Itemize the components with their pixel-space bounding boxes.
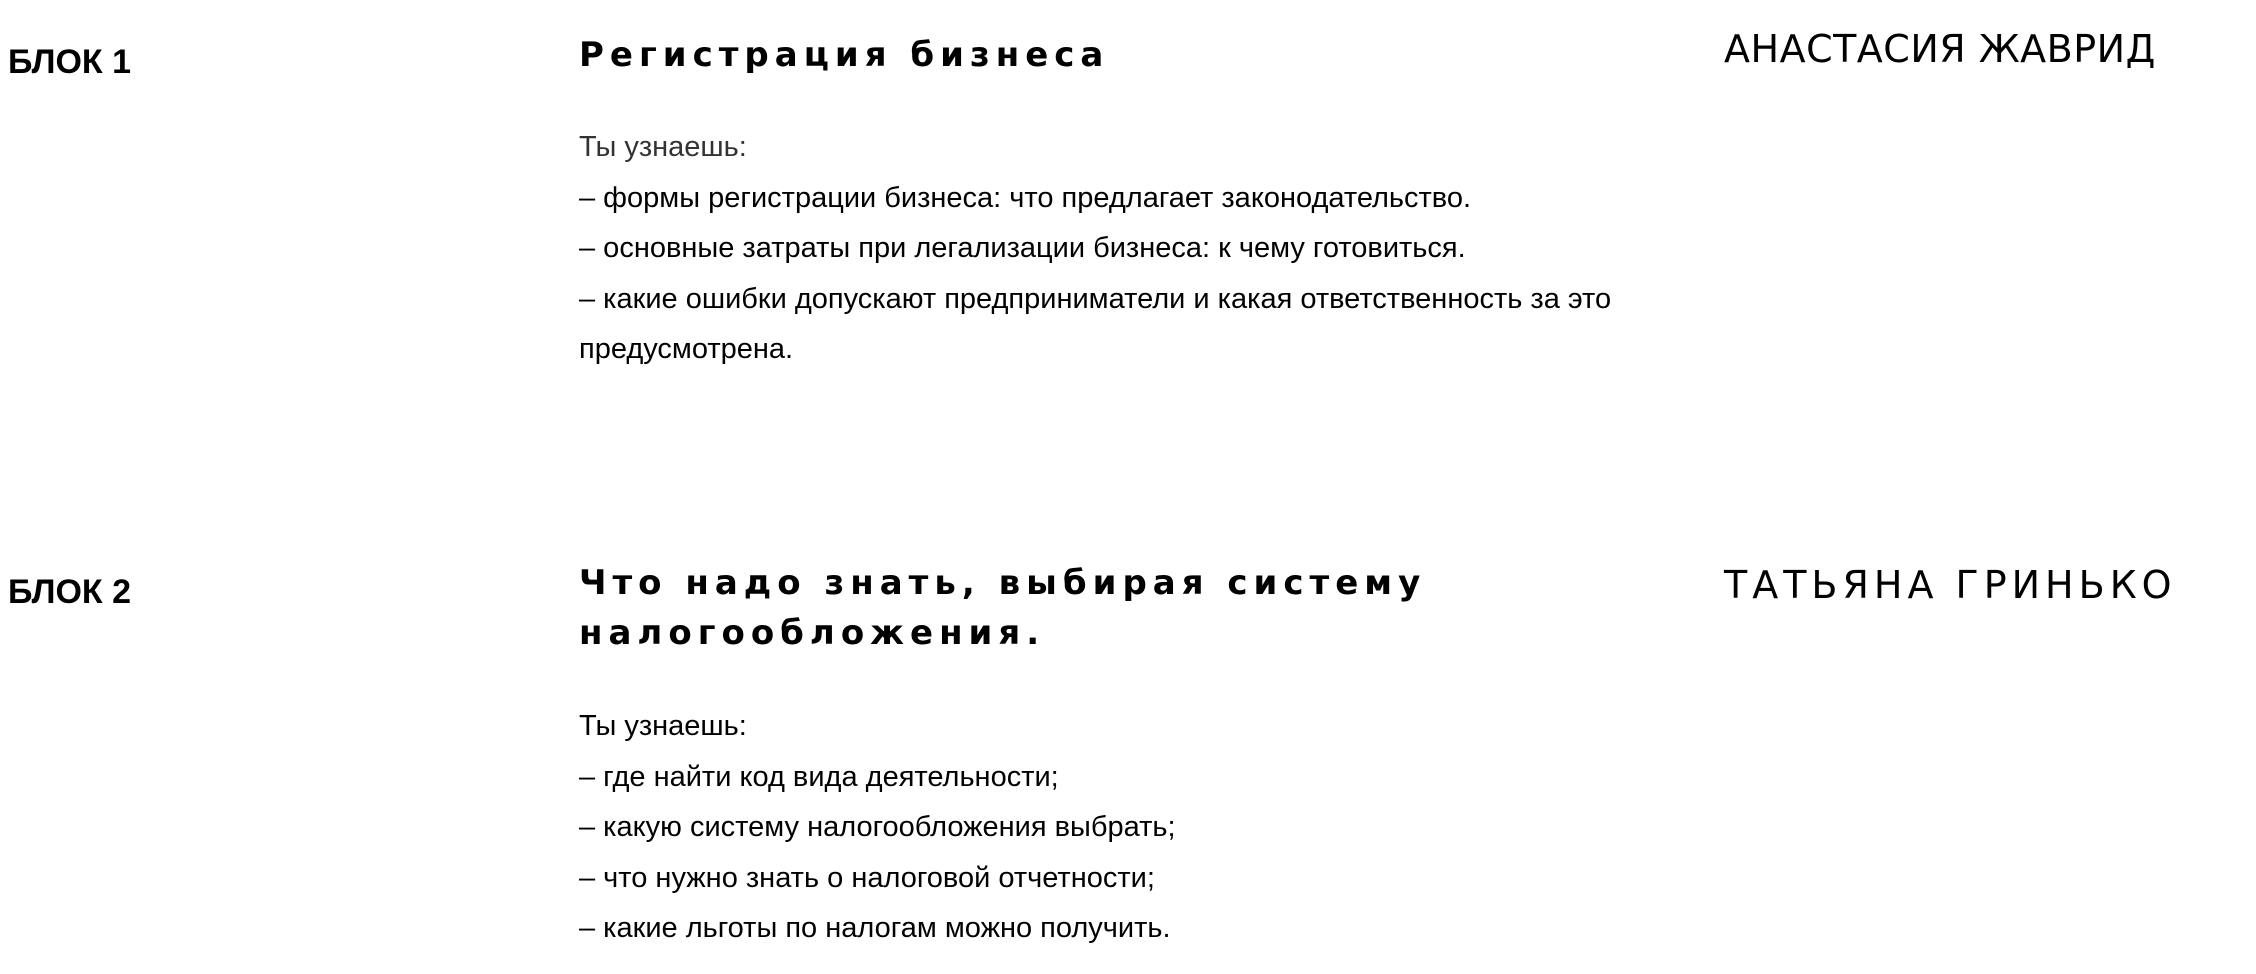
list-item: – формы регистрации бизнеса: что предлагает законодательство. bbox=[579, 181, 1472, 214]
block-label: БЛОК 1 bbox=[8, 43, 132, 81]
block-title: Что надо знать, выбирая систему налогообложения. bbox=[579, 563, 1427, 653]
block-intro: Ты узнаешь: bbox=[579, 710, 747, 742]
block-intro: Ты узнаешь: bbox=[579, 131, 747, 163]
list-item: – какие ошибки допускают предприниматели и какая ответственность за это предусмотрена. bbox=[579, 282, 1612, 365]
block-title: Регистрация бизнеса bbox=[579, 35, 1110, 75]
list-item: – основные затраты при легализации бизнеса: к чему готовиться. bbox=[579, 232, 1466, 264]
list-item: – где найти код вида деятельности; bbox=[579, 760, 1059, 793]
list-item: – что нужно знать о налоговой отчетности; bbox=[579, 861, 1155, 894]
list-item: – какую систему налогообложения выбрать; bbox=[579, 811, 1176, 843]
list-item: – какие льготы по налогам можно получить. bbox=[579, 912, 1171, 944]
block-label: БЛОК 2 bbox=[8, 573, 132, 611]
speaker-name: АНАСТАСИЯ ЖАВРИД bbox=[1724, 27, 2156, 71]
speaker-name: ТАТЬЯНА ГРИНЬКО bbox=[1724, 563, 2177, 607]
block-description bbox=[579, 122, 1679, 375]
block-description bbox=[579, 701, 1679, 954]
